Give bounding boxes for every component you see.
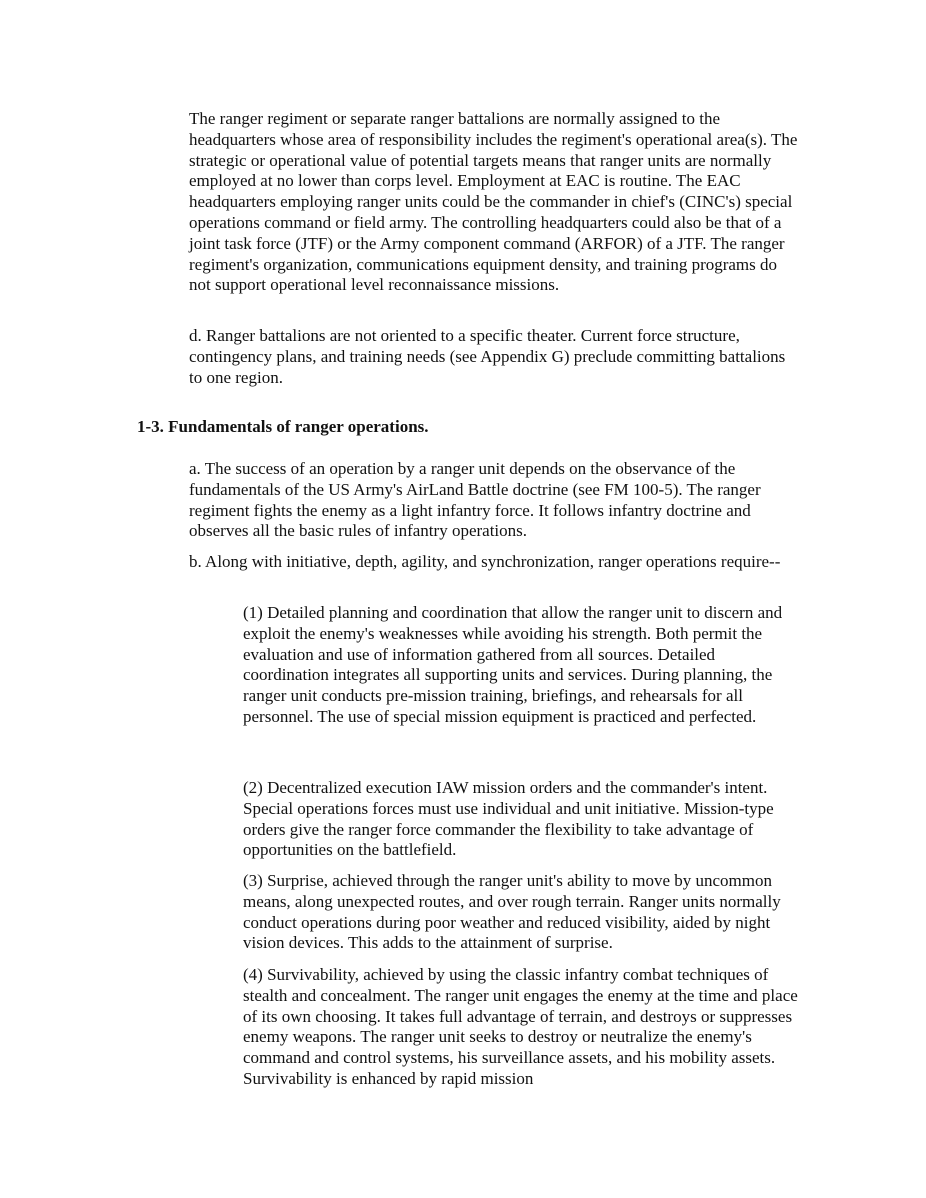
paragraph-d: d. Ranger battalions are not oriented to a specific theater. Current force structure, contingency plans, and training needs (see Appendix G) preclude committing battalions to one region.	[189, 326, 786, 387]
sub-item-4: (4) Survivability, achieved by using the classic infantry combat techniques of stealth and concealment. The ranger unit engages the enemy at the time and place of its own choosing. It takes full advantage of terrain, and destroys or suppresses enemy weapons. The ranger unit seeks to destroy or neutralize the enemy's command and control systems, his surveillance assets, and his mobility assets. Survivability is enhanced by rapid mission	[243, 965, 798, 1088]
body-paragraph: The ranger regiment or separate ranger battalions are normally assigned to the headquarters whose area of responsibility includes the regiment's operational area(s). The strategic or operational value of potential targets means that ranger units are normally employed at no lower than corps level. Employment at EAC is routine. The EAC headquarters employing ranger units could be the commander in chief's (CINC's) special operations command or field army. The controlling headquarters could also be that of a joint task force (JTF) or the Army component command (ARFOR) of a JTF. The ranger regiment's organization, communications equipment density, and training programs do not support operational level reconnaissance missions.	[189, 109, 798, 295]
sub-item-3: (3) Surprise, achieved through the ranger unit's ability to move by uncommon means, along unexpected routes, and over rough terrain. Ranger units normally conduct operations during poor weather and reduced visibility, aided by night vision devices. This adds to the attainment of surprise.	[243, 871, 781, 953]
paragraph-a: a. The success of an operation by a ranger unit depends on the observance of the fundamentals of the US Army's AirLand Battle doctrine (see FM 100-5). The ranger regiment fights the enemy as a light infantry force. It follows infantry doctrine and observes all the basic rules of infantry operations.	[189, 459, 761, 541]
sub-item-2: (2) Decentralized execution IAW mission orders and the commander's intent. Special operations forces must use individual and unit initiative. Mission-type orders give the ranger force commander the flexibility to take advantage of opportunities on the battlefield.	[243, 778, 774, 860]
sub-item-1: (1) Detailed planning and coordination that allow the ranger unit to discern and exploit the enemy's weaknesses while avoiding his strength. Both permit the evaluation and use of information gathered from all sources. Detailed coordination integrates all supporting units and services. During planning, the ranger unit conducts pre-mission training, briefings, and rehearsals for all personnel. The use of special mission equipment is practiced and perfected.	[243, 603, 783, 726]
section-heading: 1-3. Fundamentals of ranger operations.	[137, 417, 429, 436]
paragraph-b: b. Along with initiative, depth, agility, and synchronization, ranger operations require--	[189, 552, 781, 571]
